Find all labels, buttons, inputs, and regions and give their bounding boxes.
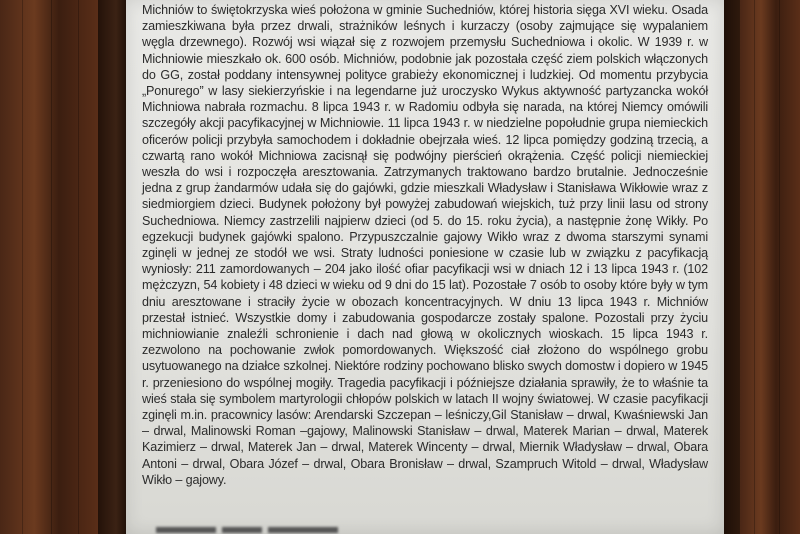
wooden-post-left [0,0,98,534]
board-text [142,2,708,488]
wooden-frame-right [722,0,740,534]
wooden-post-right [740,0,800,534]
board-footer-blurred [156,524,356,534]
blurred-text-line-icon [156,525,356,534]
information-board [126,0,724,534]
wooden-frame-left [98,0,128,534]
history-paragraph: Michniów to świętokrzyska wieś położona w gminie Suchedniów, której historia sięga XVI wieku. Osada zamieszkiwana była przez drwali, strażników leśnych i kurzaczy (osoby zajmujące się wypalaniem węgla drzewnego). Rozwój wsi wiązał się z rozwojem przemysłu Suchedniowa i okolic. W 1939 r. w Michniowie mieszkało ok. 600 osób. Michniów, podobnie jak pozostała część ziem polskich włączonych do GG, został poddany intensywnej polityce grabieży ekonomicznej i ludzkiej. Od momentu przybycia „Ponurego” w lasy siekierzyńskie i na legendarne już uroczysko Wykus aktywność partyzancka wokół Michniowa nabrała rozmachu. 8 lipca 1943 r. w Radomiu odbyła się narada, na której Niemcy omówili szczegóły akcji pacyfikacyjnej w Michniowie. 11 lipca 1943 r. w niedzielne popołudnie grupa niemieckich oficerów policji przybyła samochodem i dokładnie obejrzała wieś. 12 lipca pomiędzy godziną trzecią, a czwartą rano wokół Michniowa zacisnął się podwójny pierścień okrążenia. Część policji niemieckiej weszła do wsi i rozpoczęła aresztowania. Zatrzymanych traktowano bardzo brutalnie. Jednocześnie jedna z grup żandarmów udała się do gajówki, gdzie mieszkali Władysław i Stanisława Wikłowie wraz z siedmiorgiem dzieci. Budynek położony był powyżej zabudowań wiejskich, tuż przy linii lasu od strony Suchedniowa. Niemcy zastrzelili najpierw dzieci (od 5. do 15. roku życia), a następnie żonę Wikły. Po egzekucji budynek gajówki spalono. Przypuszczalnie gajowy Wikło wraz z dwoma starszymi synami zginęli w jednej ze stodół we wsi. Straty ludności poniesione w czasie lub w związku z pacyfikacją wyniosły: 211 zamordowanych – 204 jako ilość ofiar pacyfikacji wsi w dniach 12 i 13 lipca 1943 r. (102 mężczyzn, 54 kobiety i 48 dzieci w wieku od 9 dni do 15 lat). Pozostałe 7 osób to osoby które były w tym dniu aresztowane i straciły życie w obozach koncentracyjnych. W dniu 13 lipca 1943 r. Michniów przestał istnieć. Wszystkie domy i zabudowania gospodarcze zostały spalone. Pozostali przy życiu michniowianie znaleźli schronienie i dach nad głową w okolicznych wioskach. 15 lipca 1943 r. zezwolono na pochowanie zwłok pomordowanych. Większość ciał złożono do wspólnego grobu usytuowanego na działce szkolnej. Niektóre rodziny pochowano blisko swych domostw i dopiero w 1945 r. przeniesiono do wspólnej mogiły. Tragedia pacyfikacji i późniejsze działania sprawiły, że to właśnie ta wieś stała się symbolem martyrologii chłopów polskich w latach II wojny światowej. W czasie pacyfikacji zginęli m.in. pracownicy lasów: Arendarski Szczepan – leśniczy,Gil Stanisław – drwal, Kwaśniewski Jan – drwal, Malinowski Roman –gajowy, Malinowski Stanisław – drwal, Materek Marian – drwal, Materek Kazimierz – drwal, Materek Jan – drwal, Materek Wincenty – drwal, Miernik Władysław – drwal, Obara Antoni – drwal, Obara Józef – drwal, Obara Bronisław – drwal, Szampruch Witold – drwal, Władysław Wikło – gajowy. [142,3,708,487]
